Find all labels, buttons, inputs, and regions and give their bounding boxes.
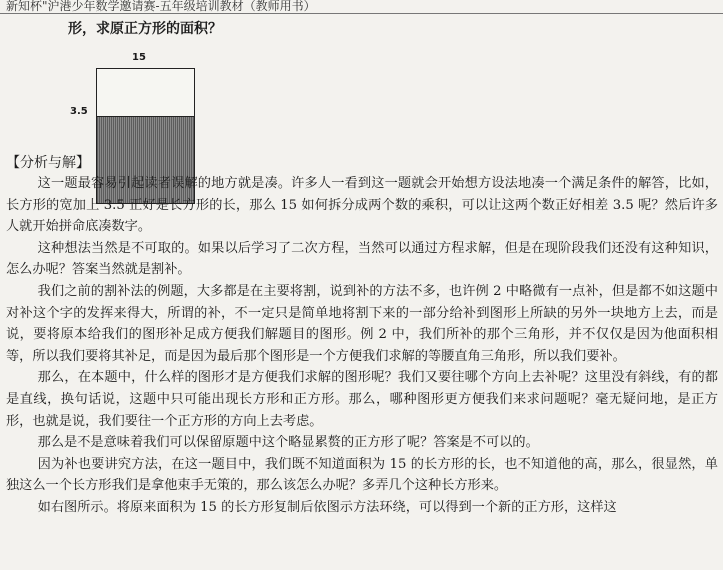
height-label: 3.5 (70, 106, 88, 117)
paragraph: 那么是不是意味着我们可以保留原题中这个略显累赘的正方形了呢？答案是不可以的。 (37, 435, 539, 451)
width-label: 15 (132, 52, 146, 63)
analysis-body (6, 173, 718, 519)
section-title: 【分析与解】 (6, 155, 90, 171)
rectangle-figure (70, 48, 210, 158)
question-text: 形，求原正方形的面积？ (68, 21, 222, 37)
paragraph: 我们之前的割补法的例题，大多都是在主要将割，说到补的方法不多，也许例 2 中略微有一点补，但是都不如这题中对补这个字的发挥来得大，所谓的补，不一定只是简单地将割下来的一部分给补到图形上所缺的另外一块地方上去，而是说，要将原本给我们的图形补足成方便我们解题目的图形。例 2 中，我们所补的那个三角形，并不仅仅是因为他面积相等，所以我们要将其补足，而是因为最后那个图形是一个方便我们求解的等腰直角三角形，所以我们要补。 (6, 283, 718, 364)
paragraph: 如右图所示。将原来面积为 15 的长方形复制后依图示方法环绕，可以得到一个新的正方形，这样这 (37, 499, 617, 515)
paragraph: 那么，在本题中，什么样的图形才是方便我们求解的图形呢？我们又要往哪个方向上去补呢？这里没有斜线，有的都是直线，换句话说，这题中只可能出现长方形和正方形。那么，哪种图形更方便我们来求问题呢？毫无疑问地，是正方形，也就是说，我们要往一个正方形的方向上去考虑。 (6, 370, 718, 429)
paragraph: 因为补也要讲究方法，在这一题目中，我们既不知道面积为 15 的长方形的长，也不知道他的高，那么，很显然，单独这么一个长方形我们是拿他束手无策的，那么该怎么办呢？多弄几个这种长方形来。 (6, 456, 718, 494)
page-header: 新知杯"沪港少年数学邀请赛-五年级培训教材（教师用书） (0, 0, 723, 14)
paragraph: 这种想法当然是不可取的。如果以后学习了二次方程，当然可以通过方程求解，但是在现阶段我们还没有这种知识，怎么办呢？答案当然就是割补。 (6, 240, 718, 278)
paragraph: 这一题最容易引起读者误解的地方就是凑。许多人一看到这一题就会开始想方设法地凑一个满足条件的解答，比如，长方形的宽加上 3.5 正好是长方形的长，那么 15 如何拆分成两个数的乘积，可以让这两个数正好相差 3.5 呢？然后许多人就开始拼命底凑数字。 (6, 176, 718, 235)
